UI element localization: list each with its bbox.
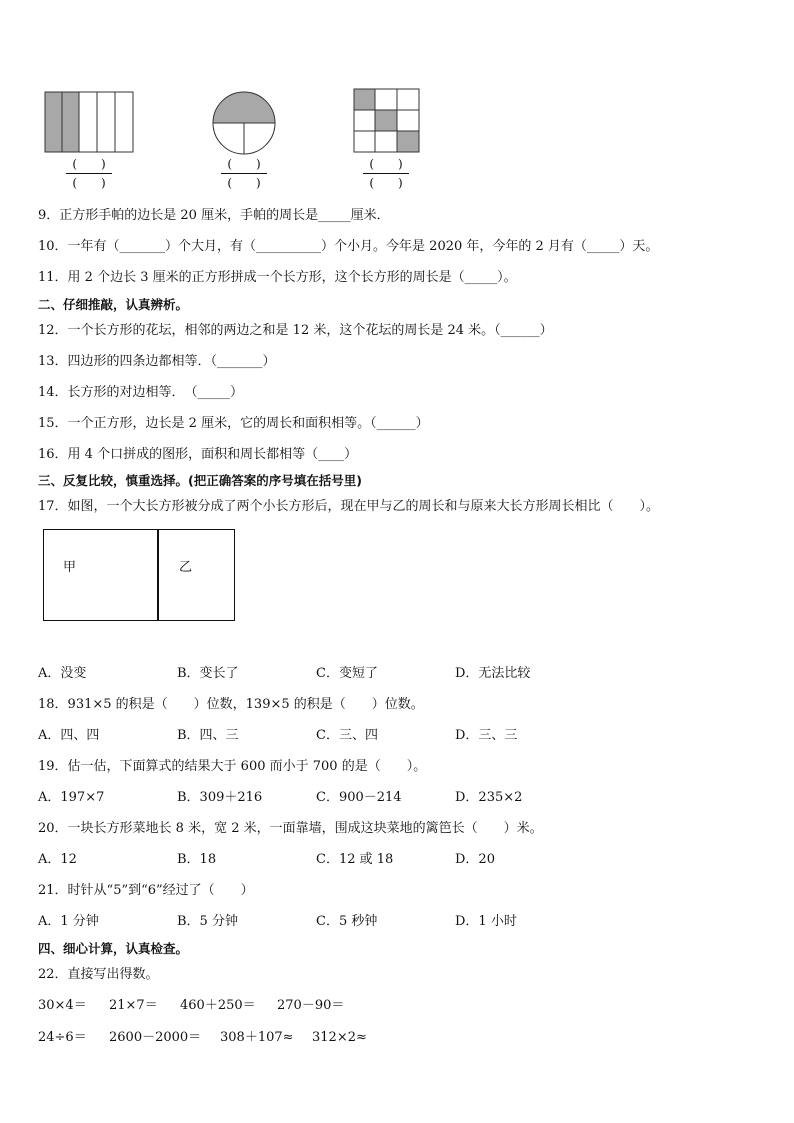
fraction-figure-strips [44, 91, 136, 157]
question-19: 19．估一估，下面算式的结果大于 600 而小于 700 的是（ ）。 [38, 759, 427, 774]
q19-option-b[interactable]: B．309＋216 [177, 790, 263, 805]
question-20: 20．一块长方形菜地长 8 米，宽 2 米，一面靠墙，围成这块菜地的篱笆长（ ）米。 [38, 821, 543, 836]
q19-option-a[interactable]: A．197×7 [38, 790, 105, 805]
question-21: 21．时针从“5”到“6”经过了（ ） [38, 883, 254, 898]
q21-option-d[interactable]: D．1 小时 [455, 914, 517, 929]
question-12: 12．一个长方形的花坛，相邻的两边之和是 12 米，这个花坛的周长是 24 米。（______） [38, 323, 553, 338]
calc-item: 308＋107≈ [220, 1030, 294, 1045]
q18-option-d[interactable]: D．三、三 [455, 728, 518, 743]
label-yi: 乙 [179, 560, 193, 575]
denominator-blank: ( ) [72, 176, 106, 190]
calc-item: 24÷6＝ [38, 1030, 87, 1045]
section-2-heading: 二、仔细推敲，认真辨析。 [38, 297, 189, 312]
q21-option-c[interactable]: C．5 秒钟 [316, 914, 378, 929]
q20-option-a[interactable]: A．12 [38, 852, 77, 867]
calc-item: 460＋250＝ [180, 998, 256, 1013]
question-10: 10．一年有（_______）个大月，有（__________）个小月。今年是 2020 年，今年的 2 月有（_____）天。 [38, 239, 659, 254]
question-14: 14．长方形的对边相等． （_____） [38, 385, 244, 400]
q19-option-c[interactable]: C．900－214 [316, 790, 402, 805]
section-4-heading: 四、细心计算，认真检查。 [38, 941, 189, 956]
question-17-figure [43, 529, 235, 621]
numerator-blank: ( ) [72, 157, 106, 171]
question-15: 15．一个正方形，边长是 2 厘米，它的周长和面积相等。（______） [38, 416, 429, 431]
q20-option-b[interactable]: B．18 [177, 852, 217, 867]
numerator-blank: ( ) [369, 157, 403, 171]
figure-divider [157, 530, 159, 620]
q17-option-d[interactable]: D．无法比较 [455, 666, 531, 681]
calc-item: 270－90＝ [277, 998, 345, 1013]
calc-item: 30×4＝ [38, 998, 87, 1013]
question-9: 9．正方形手帕的边长是 20 厘米，手帕的周长是_____厘米． [38, 208, 390, 223]
calc-item: 21×7＝ [109, 998, 158, 1013]
calc-item: 312×2≈ [312, 1030, 367, 1045]
q18-option-c[interactable]: C．三、四 [316, 728, 378, 743]
question-22: 22．直接写出得数。 [38, 967, 159, 982]
section-3-heading: 三、反复比较，慎重选择。(把正确答案的序号填在括号里) [38, 473, 362, 488]
question-16: 16．用 4 个口拼成的图形，面积和周长都相等（____） [38, 447, 358, 462]
denominator-blank: ( ) [369, 176, 403, 190]
question-17: 17．如图，一个大长方形被分成了两个小长方形后，现在甲与乙的周长和与原来大长方形周长相比（ ）。 [38, 499, 660, 514]
q17-option-a[interactable]: A．没变 [38, 666, 87, 681]
question-11: 11．用 2 个边长 3 厘米的正方形拼成一个长方形，这个长方形的周长是（_____）。 [38, 270, 517, 285]
numerator-blank: ( ) [227, 157, 261, 171]
fraction-blank-1[interactable] [66, 157, 112, 190]
label-jia: 甲 [63, 560, 77, 575]
q19-option-d[interactable]: D．235×2 [455, 790, 523, 805]
q17-option-b[interactable]: B．变长了 [177, 666, 239, 681]
calc-item: 2600－2000＝ [109, 1030, 202, 1045]
question-13: 13．四边形的四条边都相等．（_______） [38, 354, 276, 369]
q21-option-a[interactable]: A．1 分钟 [38, 914, 99, 929]
denominator-blank: ( ) [227, 176, 261, 190]
q18-option-a[interactable]: A．四、四 [38, 728, 100, 743]
q17-option-c[interactable]: C．变短了 [316, 666, 378, 681]
q20-option-c[interactable]: C．12 或 18 [316, 852, 394, 867]
fraction-blank-2[interactable] [221, 157, 267, 190]
fraction-figure-grid [353, 88, 421, 158]
fraction-figure-circle [211, 91, 277, 159]
question-18: 18．931×5 的积是（ ）位数，139×5 的积是（ ）位数。 [38, 697, 424, 712]
q18-option-b[interactable]: B．四、三 [177, 728, 239, 743]
fraction-blank-3[interactable] [363, 157, 409, 190]
q20-option-d[interactable]: D．20 [455, 852, 495, 867]
q21-option-b[interactable]: B．5 分钟 [177, 914, 238, 929]
